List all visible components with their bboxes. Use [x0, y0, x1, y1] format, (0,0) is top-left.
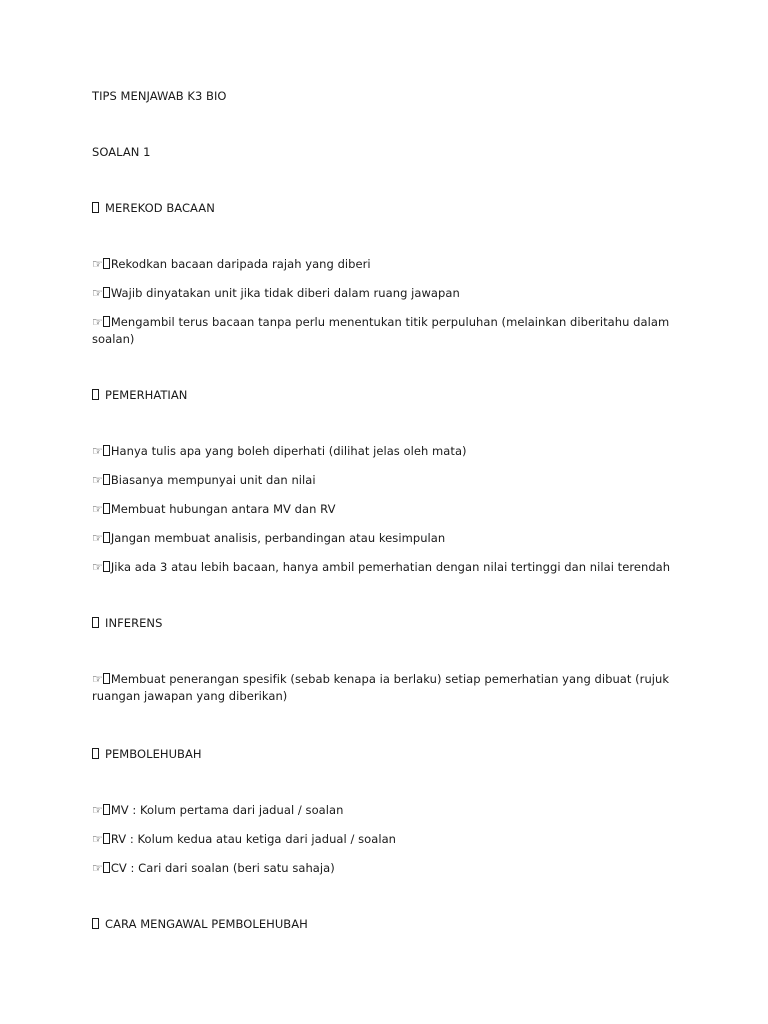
- list-item-text: Membuat penerangan spesifik (sebab kenapa ia berlaku) setiap pemerhatian yang dibuat (rujuk ruangan jawapan yang diberikan): [92, 672, 670, 703]
- missing-glyph-icon: [103, 474, 110, 485]
- question-heading: SOALAN 1: [92, 145, 151, 159]
- list-item: [92, 530, 445, 547]
- section-heading: [92, 200, 215, 217]
- missing-glyph-icon: [103, 862, 110, 873]
- missing-glyph-icon: [103, 804, 110, 815]
- pointing-hand-icon: ☞: [92, 286, 103, 300]
- list-item: [92, 831, 396, 848]
- checkbox-icon: [92, 748, 99, 759]
- list-item: [92, 256, 371, 273]
- missing-glyph-icon: [103, 673, 110, 684]
- section-heading: [92, 916, 308, 933]
- checkbox-icon: [92, 202, 99, 213]
- section-heading-text: INFERENS: [105, 616, 163, 630]
- checkbox-icon: [92, 617, 99, 628]
- pointing-hand-icon: ☞: [92, 832, 103, 846]
- section-heading-text: MEREKOD BACAAN: [105, 201, 215, 215]
- missing-glyph-icon: [103, 258, 110, 269]
- list-item-text: Mengambil terus bacaan tanpa perlu menentukan titik perpuluhan (melainkan diberitahu dalam soalan): [92, 315, 670, 346]
- list-item-text: Hanya tulis apa yang boleh diperhati (dilihat jelas oleh mata): [110, 444, 467, 458]
- list-item-text: CV : Cari dari soalan (beri satu sahaja): [110, 861, 335, 875]
- missing-glyph-icon: [103, 445, 110, 456]
- section-heading-text: CARA MENGAWAL PEMBOLEHUBAH: [105, 917, 308, 931]
- missing-glyph-icon: [103, 316, 110, 327]
- list-item: [92, 802, 343, 819]
- list-item-text: Jangan membuat analisis, perbandingan atau kesimpulan: [110, 531, 446, 545]
- list-item-text: Biasanya mempunyai unit dan nilai: [110, 473, 316, 487]
- pointing-hand-icon: ☞: [92, 861, 103, 875]
- section-heading: [92, 615, 162, 632]
- list-item: [92, 559, 670, 576]
- document-title: TIPS MENJAWAB K3 BIO: [92, 89, 227, 103]
- pointing-hand-icon: ☞: [92, 257, 103, 271]
- list-item: [92, 314, 682, 348]
- list-item: [92, 472, 316, 489]
- list-item: [92, 671, 682, 705]
- missing-glyph-icon: [103, 532, 110, 543]
- pointing-hand-icon: ☞: [92, 444, 103, 458]
- missing-glyph-icon: [103, 561, 110, 572]
- pointing-hand-icon: ☞: [92, 560, 103, 574]
- section-heading: [92, 387, 187, 404]
- list-item-text: Rekodkan bacaan daripada rajah yang diberi: [110, 257, 371, 271]
- pointing-hand-icon: ☞: [92, 473, 103, 487]
- list-item-text: Wajib dinyatakan unit jika tidak diberi dalam ruang jawapan: [110, 286, 460, 300]
- checkbox-icon: [92, 389, 99, 400]
- list-item: [92, 860, 335, 877]
- list-item-text: Membuat hubungan antara MV dan RV: [110, 502, 336, 516]
- missing-glyph-icon: [103, 503, 110, 514]
- list-item: [92, 501, 336, 518]
- list-item: [92, 285, 460, 302]
- pointing-hand-icon: ☞: [92, 502, 103, 516]
- section-heading-text: PEMBOLEHUBAH: [105, 747, 202, 761]
- list-item-text: MV : Kolum pertama dari jadual / soalan: [110, 803, 344, 817]
- section-heading: [92, 746, 202, 763]
- checkbox-icon: [92, 918, 99, 929]
- missing-glyph-icon: [103, 833, 110, 844]
- list-item: [92, 443, 467, 460]
- list-item-text: RV : Kolum kedua atau ketiga dari jadual / soalan: [110, 832, 397, 846]
- section-heading-text: PEMERHATIAN: [105, 388, 188, 402]
- pointing-hand-icon: ☞: [92, 531, 103, 545]
- pointing-hand-icon: ☞: [92, 803, 103, 817]
- pointing-hand-icon: ☞: [92, 315, 103, 329]
- list-item-text: Jika ada 3 atau lebih bacaan, hanya ambil pemerhatian dengan nilai tertinggi dan nilai terendah: [110, 560, 671, 574]
- pointing-hand-icon: ☞: [92, 672, 103, 686]
- missing-glyph-icon: [103, 287, 110, 298]
